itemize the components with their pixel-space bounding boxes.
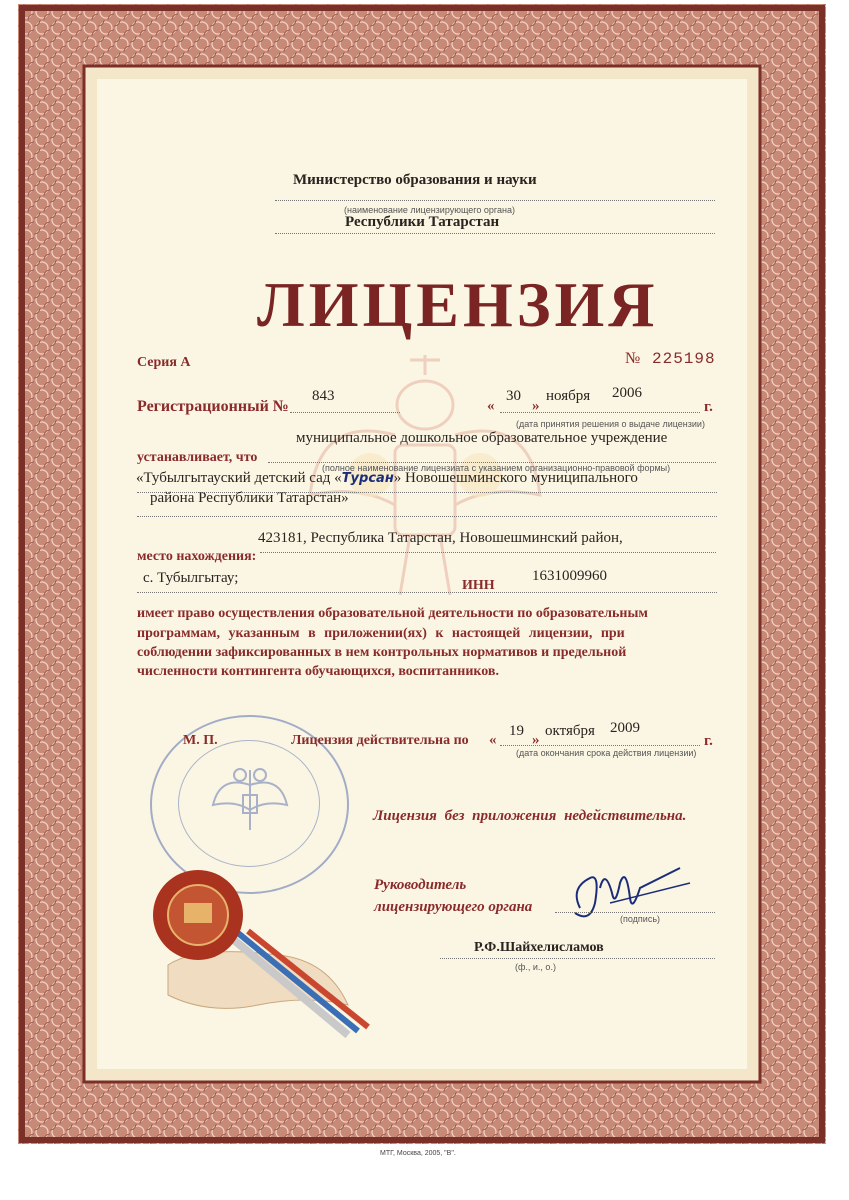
rights-line-4: численности контингента обучающихся, воспитанников. xyxy=(137,664,499,679)
document-title: ЛИЦЕНЗИЯ xyxy=(257,269,659,340)
validity-year: 2009 xyxy=(610,720,640,736)
validity-day: 19 xyxy=(509,723,524,739)
registration-quote-open: « xyxy=(487,398,495,414)
mp-label: М. П. xyxy=(183,733,218,748)
issuer-line1: Министерство образования и науки xyxy=(293,172,537,188)
inn-value: 1631009960 xyxy=(532,568,607,584)
stamp-eagle-icon xyxy=(205,755,295,845)
registration-date-rule xyxy=(500,412,700,413)
location-rule2 xyxy=(137,592,717,593)
validity-label: Лицензия действительна по xyxy=(291,733,469,748)
validity-quote-open: « xyxy=(489,732,497,748)
rights-line-3: соблюдении зафиксированных в нем контрольных нормативов и предельной xyxy=(137,645,627,660)
licensee-rule3 xyxy=(137,516,717,517)
registration-day: 30 xyxy=(506,388,521,404)
registration-quote-close: » xyxy=(532,398,540,414)
location-label: место нахождения: xyxy=(137,549,257,564)
rights-line-1: имеет право осуществления образовательной деятельности по образовательным xyxy=(137,606,648,621)
series-number: 225198 xyxy=(652,350,716,368)
validity-rule xyxy=(500,745,700,746)
series-label: Серия А xyxy=(137,355,191,370)
registration-label: Регистрационный № xyxy=(137,398,289,415)
validity-month: октября xyxy=(545,723,595,739)
notice: Лицензия без приложения недействительна. xyxy=(373,808,687,824)
rights-line-2: программам, указанным в приложении(ях) к настоящей лицензии, при xyxy=(137,626,625,641)
issuer-caption: (наименование лицензирующего органа) xyxy=(344,205,515,215)
signatory-line1: Руководитель xyxy=(374,877,467,893)
validity-caption: (дата окончания срока действия лицензии) xyxy=(516,748,697,758)
registration-month: ноября xyxy=(546,388,591,404)
validity-year-suffix: г. xyxy=(704,733,713,749)
registration-caption: (дата принятия решения о выдаче лицензии) xyxy=(516,419,705,429)
scroll-and-seal-decoration xyxy=(138,855,378,1055)
issuer-rule2 xyxy=(275,233,715,234)
licensee-line2-suffix: » Новошешминского муниципального xyxy=(393,470,638,486)
licensee-line2 xyxy=(136,470,638,487)
location-rule1 xyxy=(260,552,716,553)
registration-year-suffix: г. xyxy=(704,399,713,415)
issuer-line2: Республики Татарстан xyxy=(345,214,500,230)
signatory-name: Р.Ф.Шайхелисламов xyxy=(474,940,604,955)
validity-quote-close: » xyxy=(532,732,540,748)
address-line2: с. Тубылгытау; xyxy=(143,570,239,586)
signatory-line2: лицензирующего органа xyxy=(374,899,533,915)
signature-caption: (подпись) xyxy=(620,914,661,924)
licensee-caption: (полное наименование лицензиата с указанием организационно-правовой формы) xyxy=(322,463,671,473)
footer: МТГ, Москва, 2005, "В". xyxy=(380,1150,456,1157)
address-line1: 423181, Республика Татарстан, Новошешминский район, xyxy=(258,530,623,546)
signature-rule xyxy=(555,912,715,913)
licensee-lead: устанавливает, что xyxy=(137,450,258,465)
licensee-line1: муниципальное дошкольное образовательное учреждение xyxy=(296,430,668,446)
registration-rule xyxy=(290,412,400,413)
registration-year: 2006 xyxy=(612,385,642,401)
licensee-line2-prefix: «Тубылгытауский детский сад « xyxy=(136,470,342,486)
signatory-name-caption: (ф., и., о.) xyxy=(515,962,556,972)
registration-number: 843 xyxy=(312,388,335,404)
licensee-handwritten-name: Турсан xyxy=(341,471,394,486)
series-number-sign: № xyxy=(625,350,641,367)
issuer-rule1 xyxy=(275,200,715,201)
signatory-name-rule xyxy=(440,958,715,959)
licensee-line3: района Республики Татарстан» xyxy=(150,490,349,506)
inn-label: ИНН xyxy=(462,578,495,593)
